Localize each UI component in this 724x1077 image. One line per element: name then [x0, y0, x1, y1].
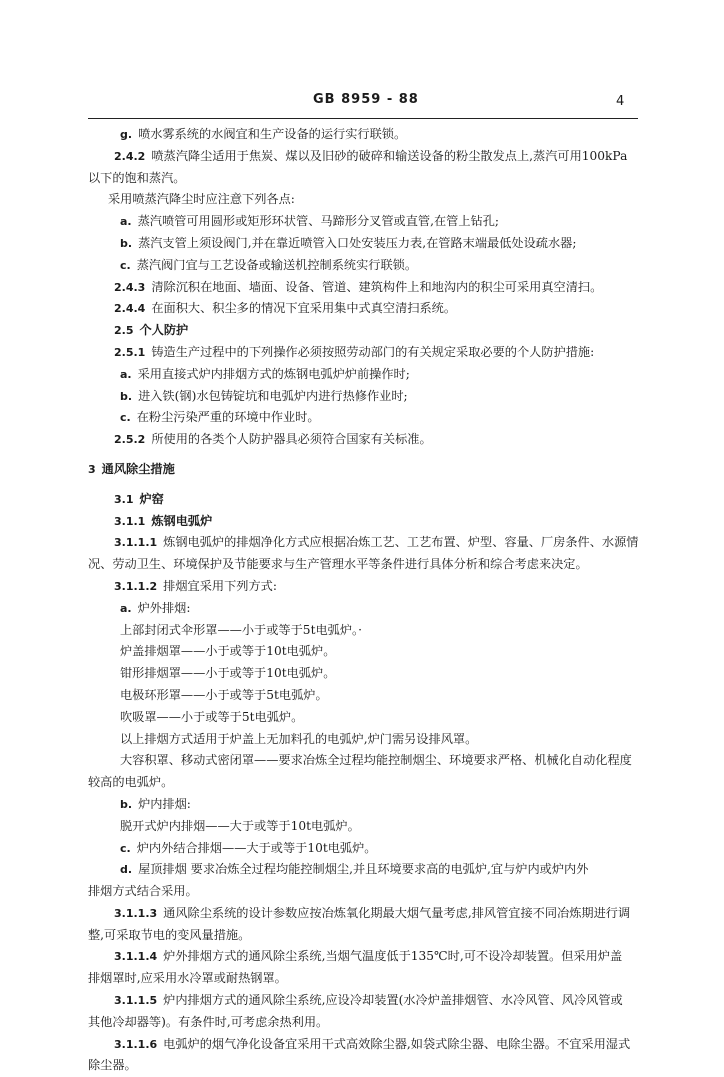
clause-text: 进入铁(钢)水包铸锭坑和电弧炉内进行热修作业时; [138, 388, 408, 403]
clause-text: 炉内排烟: [138, 796, 191, 811]
text-line [88, 168, 640, 190]
clause-number: 2.4.4 [114, 302, 146, 316]
text-line [88, 946, 640, 968]
clause-number: c. [120, 841, 131, 855]
clause-text: 况、劳动卫生、环境保护及节能要求与生产管理水平等条件进行具体分析和综合考虑来决定。 [88, 557, 588, 572]
text-line [88, 124, 640, 146]
text-line [88, 641, 640, 663]
clause-text: 其他冷却器等)。有条件时,可考虑余热利用。 [88, 1014, 329, 1029]
clause-text: 大容积罩、移动式密闭罩——要求冶炼全过程均能控制烟尘、环境要求严格、机械化自动化程度 [120, 753, 632, 768]
clause-text: 通风除尘措施 [101, 461, 175, 476]
clause-text: 吹吸罩——小于或等于5t电弧炉。 [120, 709, 304, 724]
text-line [88, 620, 640, 642]
text-line [88, 298, 640, 320]
clause-number: d. [120, 863, 133, 877]
clause-text: 上部封闭式伞形罩——小于或等于5t电弧炉。· [120, 622, 362, 637]
text-line [88, 990, 640, 1012]
clause-text: 炉内外结合排烟——大于或等于10t电弧炉。 [136, 840, 377, 855]
text-line [88, 1012, 640, 1034]
clause-text: 通风除尘系统的设计参数应按冶炼氧化期最大烟气量考虑,排风管宜接不同冶炼期进行调 [163, 905, 631, 920]
text-line [88, 429, 640, 451]
clause-number: 2.5 [114, 324, 134, 338]
clause-text: 电弧炉的烟气净化设备宜采用干式高效除尘器,如袋式除尘器、电除尘器。不宜采用湿式 [163, 1036, 631, 1051]
clause-number: 2.4.2 [114, 149, 146, 163]
clause-text: 整,可采取节电的变风量措施。 [88, 927, 251, 942]
clause-text: 所使用的各类个人防护器具必须符合国家有关标准。 [151, 432, 432, 447]
text-line [88, 554, 640, 576]
clause-text: 清除沉积在地面、墙面、设备、管道、建筑构件上和地沟内的积尘可采用真空清扫。 [151, 279, 603, 294]
clause-text: 较高的电弧炉。 [88, 775, 174, 790]
clause-number: c. [120, 411, 131, 425]
clause-number: 3 [88, 462, 96, 476]
text-line [88, 685, 640, 707]
clause-number: b. [120, 389, 133, 403]
text-line [88, 663, 640, 685]
clause-text: 喷蒸汽降尘适用于焦炭、煤以及旧砂的破碎和输送设备的粉尘散发点上,蒸汽可用100kPa [151, 148, 628, 163]
clause-number: 3.1.1.2 [114, 579, 158, 593]
clause-number: a. [120, 601, 132, 615]
clause-text: 以下的饱和蒸汽。 [88, 170, 186, 185]
section-spacer [88, 451, 640, 459]
clause-number: a. [120, 215, 132, 229]
section-heading [88, 511, 640, 533]
text-line [88, 881, 640, 903]
clause-number: b. [120, 236, 133, 250]
clause-text: 屋顶排烟 要求冶炼全过程均能控制烟尘,并且环境要求高的电弧炉,宜与炉内或炉内外 [138, 862, 589, 877]
clause-number: 2.5.1 [114, 345, 146, 359]
standard-number: GB 8959 - 88 [313, 92, 419, 107]
clause-number: c. [120, 258, 131, 272]
clause-text: 炼钢电弧炉 [151, 513, 213, 528]
clause-text: 炉外排烟方式的通风除尘系统,当烟气温度低于135℃时,可不设冷却装置。但采用炉盖 [163, 949, 623, 964]
text-line [88, 1034, 640, 1056]
text-line [88, 233, 640, 255]
text-line [88, 342, 640, 364]
text-line [88, 576, 640, 598]
section-heading [88, 320, 640, 342]
clause-text: 炉盖排烟罩——小于或等于10t电弧炉。 [120, 644, 336, 659]
text-line [88, 386, 640, 408]
text-line [88, 729, 640, 751]
text-line [88, 407, 640, 429]
text-line [88, 189, 640, 211]
clause-number: b. [120, 797, 133, 811]
clause-number: 3.1.1.3 [114, 906, 158, 920]
clause-text: 排烟方式结合采用。 [88, 884, 198, 899]
clause-text: 炉外排烟: [137, 600, 191, 615]
text-line [88, 859, 640, 881]
clause-number: g. [120, 128, 133, 141]
clause-text: 在面积大、积尘多的情况下宜采用集中式真空清扫系统。 [151, 301, 457, 316]
clause-text: 脱开式炉内排烟——大于或等于10t电弧炉。 [120, 818, 360, 833]
clause-text: 蒸汽支管上须设阀门,并在靠近喷管入口处安装压力表,在管路末端最低处设疏水器; [138, 235, 577, 250]
section-spacer [88, 481, 640, 489]
clause-text: 排烟罩时,应采用水冷罩或耐热钢罩。 [88, 971, 287, 986]
clause-number: 3.1.1.6 [114, 1037, 158, 1051]
clause-text: 个人防护 [139, 323, 189, 338]
clause-text: 喷水雾系统的水阀宜和生产设备的运行实行联锁。 [138, 127, 407, 141]
text-line [88, 794, 640, 816]
text-line [88, 838, 640, 860]
clause-text: 蒸汽喷管可用圆形或矩形环状管、马蹄形分叉管或直管,在管上钻孔; [137, 214, 500, 229]
header-divider [88, 118, 638, 119]
clause-text: 以上排烟方式适用于炉盖上无加料孔的电弧炉,炉门需另设排风罩。 [120, 731, 478, 746]
text-line [88, 277, 640, 299]
text-line [88, 750, 640, 772]
clause-number: 3.1.1.4 [114, 950, 158, 964]
clause-number: a. [120, 367, 132, 381]
text-line [88, 532, 640, 554]
text-line [88, 364, 640, 386]
text-line [88, 968, 640, 990]
clause-text: 采用直接式炉内排烟方式的炼钢电弧炉炉前操作时; [137, 366, 410, 381]
document-body [88, 124, 640, 1077]
section-heading [88, 489, 640, 511]
text-line [88, 772, 640, 794]
clause-number: 2.4.3 [114, 280, 146, 294]
text-line [88, 816, 640, 838]
clause-text: 炉内排烟方式的通风除尘系统,应设冷却装置(水冷炉盖排烟管、水冷风管、风冷风管或 [163, 993, 623, 1008]
text-line [88, 925, 640, 947]
clause-number: 3.1.1.1 [114, 536, 158, 550]
clause-text: 炉窑 [139, 491, 164, 506]
clause-text: 钳形排烟罩——小于或等于10t电弧炉。 [120, 666, 336, 681]
page-number: 4 [616, 94, 625, 109]
clause-text: 蒸汽阀门宜与工艺设备或输送机控制系统实行联锁。 [136, 257, 418, 272]
text-line [88, 146, 640, 168]
clause-text: 在粉尘污染严重的环境中作业时。 [136, 410, 320, 425]
text-line [88, 598, 640, 620]
text-line [88, 1055, 640, 1077]
clause-text: 电极环形罩——小于或等于5t电弧炉。 [120, 687, 328, 702]
section-heading [88, 459, 640, 481]
text-line [88, 211, 640, 233]
clause-number: 3.1.1.5 [114, 994, 158, 1008]
clause-number: 2.5.2 [114, 433, 146, 447]
clause-text: 采用喷蒸汽降尘时应注意下列各点: [108, 192, 295, 207]
text-line [88, 903, 640, 925]
clause-number: 3.1.1 [114, 514, 146, 528]
text-line [88, 255, 640, 277]
clause-text: 除尘器。 [88, 1058, 137, 1073]
text-line [88, 707, 640, 729]
clause-text: 炼钢电弧炉的排烟净化方式应根据冶炼工艺、工艺布置、炉型、容量、厂房条件、水源情 [163, 535, 639, 550]
clause-text: 铸造生产过程中的下列操作必须按照劳动部门的有关规定采取必要的个人防护措施: [151, 344, 595, 359]
clause-number: 3.1 [114, 492, 134, 506]
clause-text: 排烟宜采用下列方式: [163, 578, 277, 593]
